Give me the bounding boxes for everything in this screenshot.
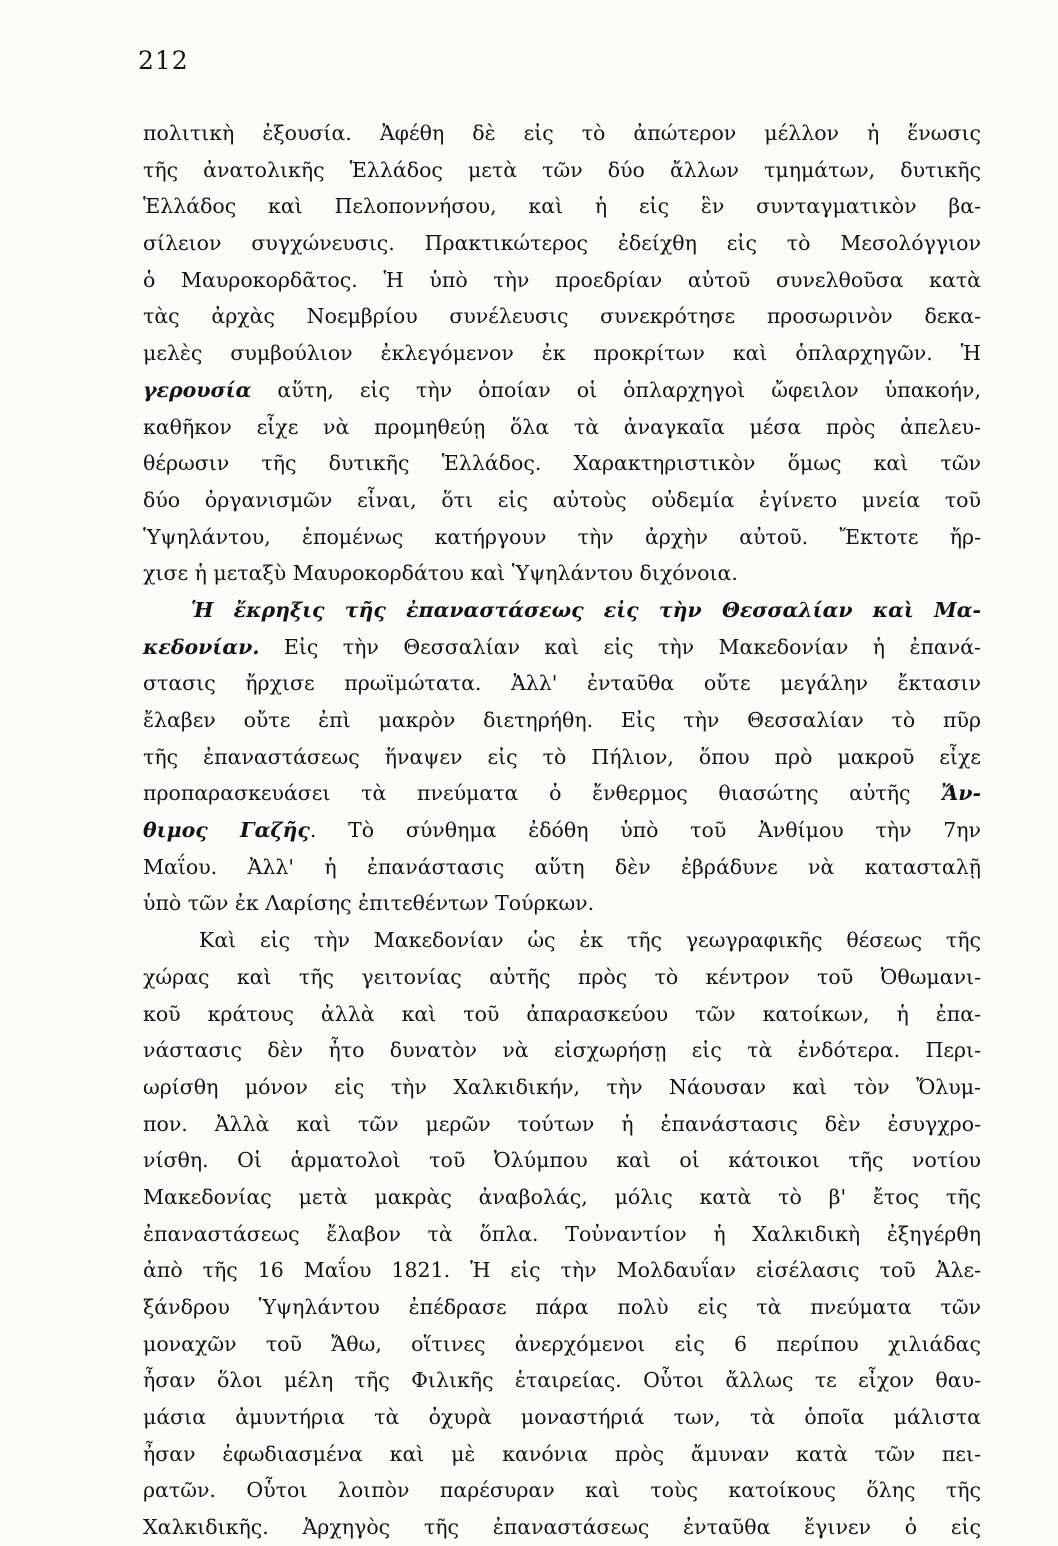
text-line: Μαΐου. Ἀλλ' ἡ ἐπανάστασις αὕτη δὲν ἐβράδυνε νὰ κατασταλῇ <box>143 854 981 879</box>
text-line: ἀπὸ τῆς 16 Μαΐου 1821. Ἡ εἰς τὴν Μολδαυΐαν εἰσέλασις τοῦ Ἀλε- <box>143 1258 981 1283</box>
page-number: 212 <box>138 46 189 75</box>
text-line: χισε ἡ μεταξὺ Μαυροκορδάτου καὶ Ὑψηλάντου διχόνοια. <box>143 561 738 586</box>
text-line: ἐπαναστάσεως ἔλαβον τὰ ὅπλα. Τοὐναντίον ἡ Χαλκιδικὴ ἐξηγέρθη <box>143 1221 981 1246</box>
text-line: ἔλαβεν οὔτε ἐπὶ μακρὸν διετηρήθη. Εἰς τὴν Θεσσαλίαν τὸ πῦρ <box>143 708 981 732</box>
text-line: πον. Ἀλλὰ καὶ τῶν μερῶν τούτων ἡ ἐπανάστασις δὲν ἐσυγχρο- <box>143 1111 981 1136</box>
text-line: γερουσία αὕτη, εἰς τὴν ὁποίαν οἱ ὁπλαρχηγοὶ ὤφειλον ὑπακοήν, <box>143 377 981 402</box>
text-line: Μακεδονίας μετὰ μακρὰς ἀναβολάς, μόλις κατὰ τὸ β' ἔτος τῆς <box>143 1184 981 1209</box>
emphasis-anthimos: Ἄν- <box>941 781 981 806</box>
text-line: θέρωσιν τῆς δυτικῆς Ἑλλάδος. Χαρακτηριστικὸν ὅμως καὶ τῶν <box>143 451 981 476</box>
text-line: Ἑλλάδος καὶ Πελοποννήσου, καὶ ἡ εἰς ἓν συνταγματικὸν βα- <box>143 194 981 219</box>
text-line: κοῦ κράτους ἀλλὰ καὶ τοῦ ἀπαρασκεύου τῶν κατοίκων, ἡ ἐπα- <box>143 1001 981 1026</box>
text-line: πολιτικὴ ἐξουσία. Ἀφέθη δὲ εἰς τὸ ἀπώτερον μέλλον ἡ ἕνωσις <box>143 121 981 145</box>
text-line: ρατῶν. Οὗτοι λοιπὸν παρέσυραν καὶ τοὺς κατοίκους ὅλης τῆς <box>143 1478 981 1503</box>
paragraph-2 <box>143 592 981 922</box>
text-line: ὁ Μαυροκορδᾶτος. Ἡ ὑπὸ τὴν προεδρίαν αὐτοῦ συνελθοῦσα κατὰ <box>143 267 981 292</box>
text-line: νάστασις δὲν ἦτο δυνατὸν νὰ εἰσχωρήσῃ εἰς τὰ ἐνδότερα. Περι- <box>143 1038 981 1063</box>
text-line: τῆς ἐπαναστάσεως ἥναψεν εἰς τὸ Πήλιον, ὅπου πρὸ μακροῦ εἶχε <box>143 744 981 769</box>
text-line: ωρίσθη μόνον εἰς τὴν Χαλκιδικήν, τὴν Νάουσαν καὶ τὸν Ὄλυμ- <box>143 1074 981 1099</box>
text-line: Χαλκιδικῆς. Ἀρχηγὸς τῆς ἐπαναστάσεως ἐνταῦθα ἔγινεν ὁ εἰς <box>143 1515 981 1540</box>
text-line: ξάνδρου Ὑψηλάντου ἐπέδρασε πάρα πολὺ εἰς τὰ πνεύματα τῶν <box>143 1295 981 1319</box>
text-line: μάσια ἀμυντήρια τὰ ὀχυρὰ μοναστήριά των, τὰ ὁποῖα μάλιστα <box>143 1405 981 1430</box>
body-text <box>143 115 981 1546</box>
text-line: στασις ἤρχισε πρωϊμώτατα. Ἀλλ' ἐνταῦθα οὔτε μεγάλην ἔκτασιν <box>143 671 981 696</box>
text-line: χώρας καὶ τῆς γειτονίας αὐτῆς πρὸς τὸ κέντρον τοῦ Ὀθωμανι- <box>143 964 981 989</box>
text-line: νίσθη. Οἱ ἁρματολοὶ τοῦ Ὀλύμπου καὶ οἱ κάτοικοι τῆς νοτίου <box>143 1148 981 1173</box>
paragraph-3 <box>143 922 981 1546</box>
section-heading: Ἡ ἔκρηξις τῆς ἐπαναστάσεως εἰς τὴν Θεσσαλίαν καὶ Μα- <box>191 597 981 622</box>
text-line: ἦσαν ὅλοι μέλη τῆς Φιλικῆς ἑταιρείας. Οὗτοι ἄλλως τε εἶχον θαυ- <box>143 1368 981 1393</box>
text-line: Καὶ εἰς τὴν Μακεδονίαν ὡς ἐκ τῆς γεωγραφικῆς θέσεως τῆς <box>199 928 981 953</box>
text-line: μοναχῶν τοῦ Ἄθω, οἵτινες ἀνερχόμενοι εἰς 6 περίπου χιλιάδας <box>143 1331 981 1356</box>
text-line: κεδονίαν. Εἰς τὴν Θεσσαλίαν καὶ εἰς τὴν Μακεδονίαν ἡ ἐπανά- <box>143 634 981 659</box>
text-line: δύο ὀργανισμῶν εἶναι, ὅτι εἰς αὐτοὺς οὐδεμία ἐγίνετο μνεία τοῦ <box>143 487 981 512</box>
text-line: τῆς ἀνατολικῆς Ἑλλάδος μετὰ τῶν δύο ἄλλων τμημάτων, δυτικῆς <box>143 157 981 182</box>
section-heading-end: κεδονίαν. <box>143 634 260 659</box>
text-line: μελὲς συμβούλιον ἐκλεγόμενον ἐκ προκρίτων καὶ ὁπλαρχηγῶν. Ἡ <box>143 341 981 366</box>
text-line: ἦσαν ἐφωδιασμένα καὶ μὲ κανόνια πρὸς ἄμυναν κατὰ τῶν πει- <box>143 1441 981 1466</box>
text-line: προπαρασκευάσει τὰ πνεύματα ὁ ἔνθερμος θιασώτης αὐτῆς Ἄν- <box>143 781 981 806</box>
text-line: καθῆκον εἶχε νὰ προμηθεύῃ ὅλα τὰ ἀναγκαῖα μέσα πρὸς ἀπελευ- <box>143 414 981 439</box>
text-line: θιμος Γαζῆς. Τὸ σύνθημα ἐδόθη ὑπὸ τοῦ Ἀνθίμου τὴν 7ην <box>143 818 982 843</box>
paragraph-1 <box>143 115 981 592</box>
text-line: τὰς ἀρχὰς Νοεμβρίου συνέλευσις συνεκρότησε προσωρινὸν δεκα- <box>143 304 981 329</box>
text-line: ὑπὸ τῶν ἐκ Λαρίσης ἐπιτεθέντων Τούρκων. <box>143 891 595 916</box>
text-line: Ὑψηλάντου, ἑπομένως κατήργουν τὴν ἀρχὴν αὐτοῦ. Ἔκτοτε ἤρ- <box>143 524 981 549</box>
emphasis-gazis: θιμος Γαζῆς <box>143 818 310 843</box>
emphasis-gerousia: γερουσία <box>143 377 252 402</box>
text-line: σίλειον συγχώνευσις. Πρακτικώτερος ἐδείχθη εἰς τὸ Μεσολόγγιον <box>143 231 981 256</box>
